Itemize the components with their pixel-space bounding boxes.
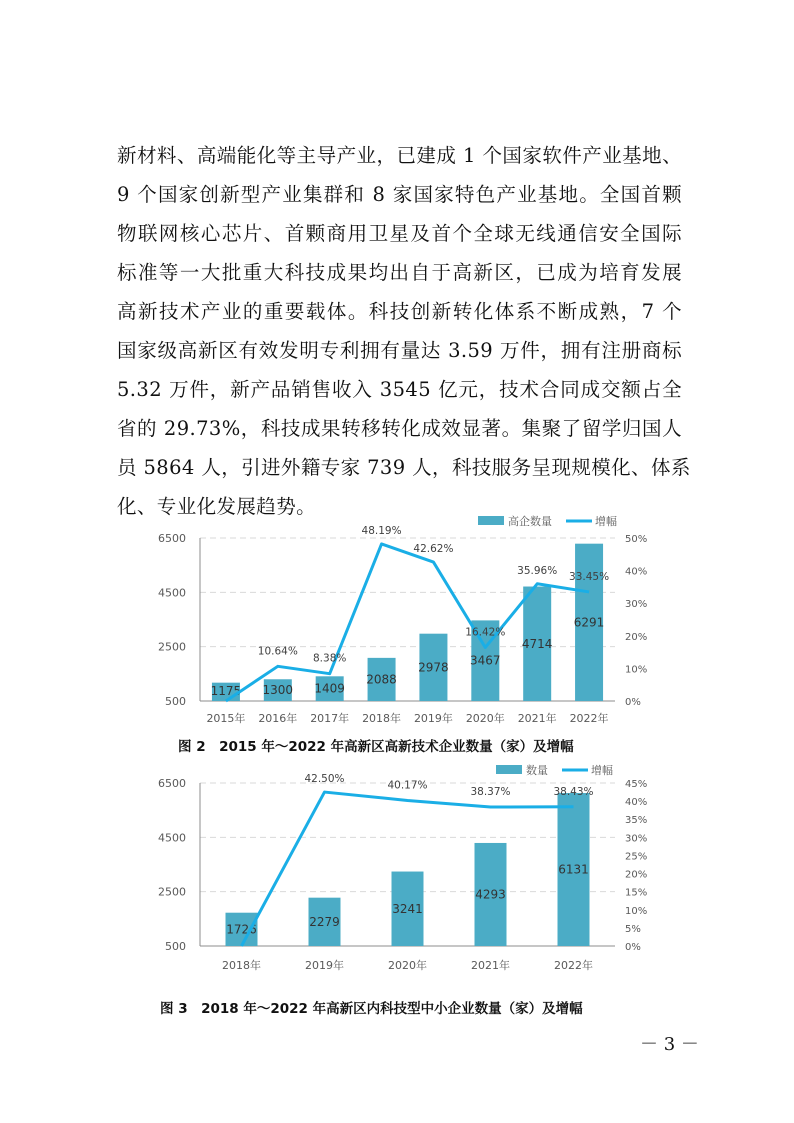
legend-bar-label: 高企数量: [508, 515, 552, 528]
category-label: 2017年: [310, 712, 350, 725]
y-left-tick: 2500: [158, 885, 186, 899]
category-label: 2021年: [517, 712, 557, 725]
y-left-tick: 2500: [158, 640, 186, 654]
category-label: 2019年: [413, 712, 453, 725]
line-value-label: 16.42%: [465, 626, 506, 639]
bar-value-label: 2279: [309, 914, 340, 929]
line-value-label: 35.96%: [517, 564, 558, 577]
y-left-tick: 4500: [158, 831, 186, 845]
text-line: 省的 29.73%，科技成果转移转化成效显著。集聚了留学归国人: [117, 417, 682, 440]
y-left-tick: 6500: [158, 777, 186, 790]
bar-value-label: 3467: [470, 653, 501, 668]
bar-value-label: 6131: [558, 862, 589, 877]
page-number: － 3 －: [640, 1034, 699, 1055]
category-label: 2021年: [471, 959, 510, 972]
y-right-tick: 0%: [625, 697, 641, 708]
category-label: 2015年: [206, 712, 246, 725]
bar-value-label: 1726: [226, 922, 257, 937]
y-right-tick: 50%: [625, 534, 648, 545]
bar-value-label: 6291: [573, 615, 605, 630]
line-value-label: 42.50%: [304, 773, 345, 786]
text-line: 国家级高新区有效发明专利拥有量达 3.59 万件，拥有注册商标: [117, 339, 682, 362]
y-right-tick: 10%: [625, 905, 648, 917]
line-value-label: 10.64%: [257, 645, 298, 658]
y-right-tick: 40%: [625, 566, 648, 578]
text-line: 5.32 万件，新产品销售收入 3545 亿元，技术合同成交额占全: [117, 378, 682, 401]
bar-value-label: 4293: [475, 887, 506, 902]
y-right-tick: 45%: [625, 779, 648, 790]
y-right-tick: 5%: [625, 923, 641, 935]
line-value-label: 8.38%: [313, 652, 347, 665]
line-value-label: 48.19%: [361, 524, 402, 537]
bar-value-label: 1175: [210, 684, 242, 698]
y-right-tick: 10%: [625, 664, 648, 676]
line-value-label: 38.37%: [470, 786, 511, 799]
line-value-label: 33.45%: [569, 570, 610, 583]
line-value-label: 42.62%: [413, 543, 454, 556]
y-left-tick: 4500: [158, 586, 186, 600]
y-right-tick: 20%: [625, 631, 648, 643]
bar-value-label: 2978: [418, 660, 449, 675]
category-label: 2022年: [569, 712, 609, 725]
category-label: 2019年: [305, 959, 344, 972]
y-right-tick: 35%: [625, 815, 648, 827]
bar-value-label: 2088: [366, 672, 397, 687]
category-label: 2022年: [554, 959, 593, 972]
y-right-tick: 30%: [625, 833, 648, 845]
y-right-tick: 15%: [625, 887, 648, 899]
text-line: 高新技术产业的重要载体。科技创新转化体系不断成熟，7 个: [117, 300, 682, 323]
legend-line-label: 增幅: [595, 515, 617, 528]
text-line: 物联网核心芯片、首颗商用卫星及首个全球无线通信安全国际: [117, 222, 682, 245]
bar-value-label: 1300: [262, 683, 294, 698]
bar-value-label: 3241: [392, 901, 423, 916]
y-right-tick: 25%: [625, 851, 648, 863]
text-line: 9 个国家创新型产业集群和 8 家国家特色产业基地。全国首颗: [117, 183, 682, 206]
category-label: 2020年: [388, 959, 427, 972]
y-left-tick: 500: [165, 940, 186, 953]
legend-bar-swatch: [478, 516, 504, 525]
bar-value-label: 1409: [314, 681, 345, 696]
y-right-tick: 0%: [625, 942, 641, 953]
text-line: 新材料、高端能化等主导产业，已建成 1 个国家软件产业基地、: [117, 144, 682, 167]
text-line: 标准等一大批重大科技成果均出自于高新区，已成为培育发展: [117, 261, 682, 284]
y-left-tick: 6500: [158, 532, 186, 545]
text-line: 化、专业化发展趋势。: [117, 495, 317, 518]
legend-bar-label: 数量: [526, 764, 548, 777]
y-right-tick: 30%: [625, 599, 648, 611]
text-line: 员 5864 人，引进外籍专家 739 人，科技服务呈现规模化、体系: [117, 456, 691, 479]
line-value-label: 40.17%: [387, 779, 428, 792]
y-right-tick: 40%: [625, 797, 648, 809]
legend-bar-swatch: [496, 765, 522, 774]
y-right-tick: 20%: [625, 869, 648, 881]
category-label: 2020年: [465, 712, 505, 725]
category-label: 2018年: [222, 959, 261, 972]
bar-value-label: 4714: [521, 636, 553, 651]
category-label: 2018年: [362, 712, 402, 725]
category-label: 2016年: [258, 712, 298, 725]
y-left-tick: 500: [165, 695, 186, 708]
figure3-caption: 图 3 2018 年～2022 年高新区内科技型中小企业数量（家）及增幅: [160, 1001, 583, 1017]
figure2-caption: 图 2 2015 年～2022 年高新区高新技术企业数量（家）及增幅: [178, 739, 574, 755]
line-value-label: 38.43%: [553, 785, 594, 798]
legend-line-label: 增幅: [591, 764, 613, 777]
